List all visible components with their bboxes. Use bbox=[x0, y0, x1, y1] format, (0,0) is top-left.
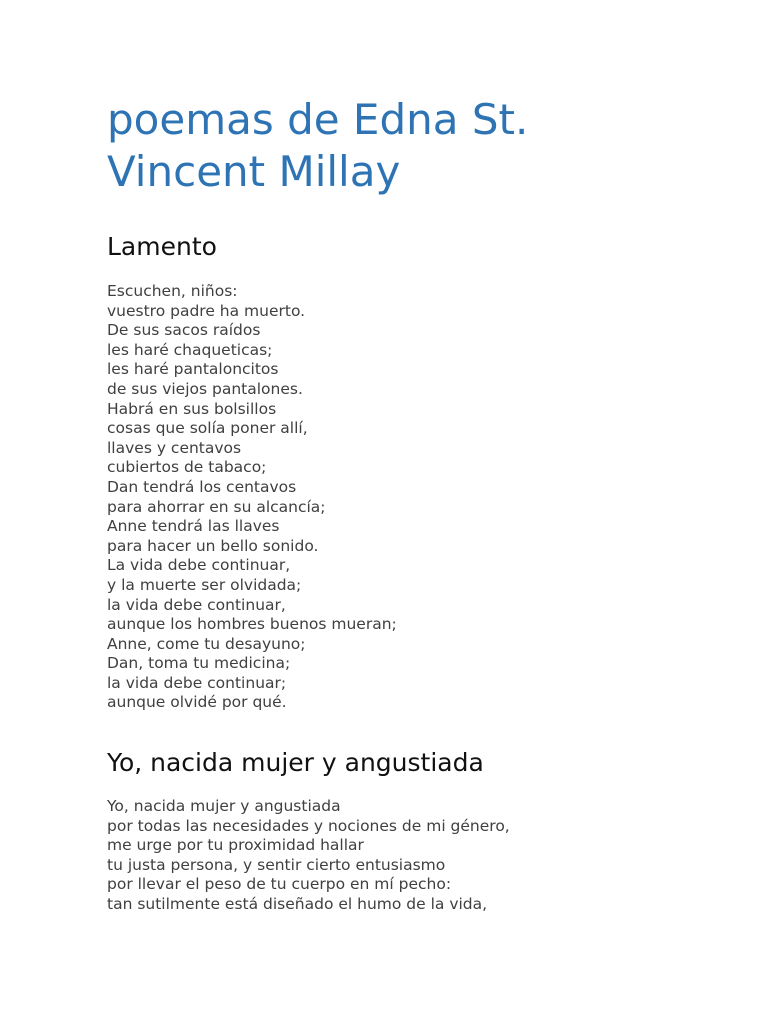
poem-line: Anne, come tu desayuno; bbox=[107, 634, 306, 653]
poem-title-yo-nacida-mujer: Yo, nacida mujer y angustiada bbox=[107, 748, 484, 777]
poem-line: Dan tendrá los centavos bbox=[107, 477, 297, 496]
poem-line: Escuchen, niños: bbox=[107, 282, 238, 300]
poem-line: cosas que solía poner allí, bbox=[107, 419, 308, 438]
poem-line: llaves y centavos bbox=[107, 438, 242, 457]
poem-line: me urge por tu proximidad hallar bbox=[107, 836, 364, 855]
poem-line: por llevar el peso de tu cuerpo en mí pecho: bbox=[107, 875, 452, 894]
poem-line: De sus sacos raídos bbox=[107, 321, 261, 340]
poem-line: La vida debe continuar, bbox=[107, 556, 291, 575]
poem-line: tan sutilmente está diseñado el humo de la vida, bbox=[107, 894, 488, 913]
poem-line: les haré chaqueticas; bbox=[107, 340, 273, 359]
poem-line: Yo, nacida mujer y angustiada bbox=[107, 797, 341, 815]
poem-line: tu justa persona, y sentir cierto entusiasmo bbox=[107, 855, 446, 874]
document-title: poemas de Edna St. Vincent Millay bbox=[107, 95, 529, 196]
poem-line: de sus viejos pantalones. bbox=[107, 379, 303, 398]
poem-line: la vida debe continuar, bbox=[107, 595, 286, 614]
poem-line: Dan, toma tu medicina; bbox=[107, 654, 291, 673]
poem-body-lamento bbox=[107, 282, 397, 713]
poem-line: vuestro padre ha muerto. bbox=[107, 301, 306, 320]
poem-line: por todas las necesidades y nociones de mi género, bbox=[107, 816, 510, 835]
poem-title-lamento: Lamento bbox=[107, 232, 217, 261]
poem-line: Habrá en sus bolsillos bbox=[107, 399, 277, 418]
poem-line: y la muerte ser olvidada; bbox=[107, 575, 302, 594]
poem-line: les haré pantaloncitos bbox=[107, 360, 279, 379]
poem-line: Anne tendrá las llaves bbox=[107, 517, 280, 536]
poem-line: cubiertos de tabaco; bbox=[107, 458, 267, 477]
poem-line: la vida debe continuar; bbox=[107, 673, 287, 692]
poem-line: aunque los hombres buenos mueran; bbox=[107, 615, 397, 634]
poem-line: aunque olvidé por qué. bbox=[107, 693, 287, 712]
poem-line: para ahorrar en su alcancía; bbox=[107, 497, 326, 516]
poem-line: para hacer un bello sonido. bbox=[107, 536, 319, 555]
poem-body-yo-nacida-mujer bbox=[107, 797, 510, 915]
